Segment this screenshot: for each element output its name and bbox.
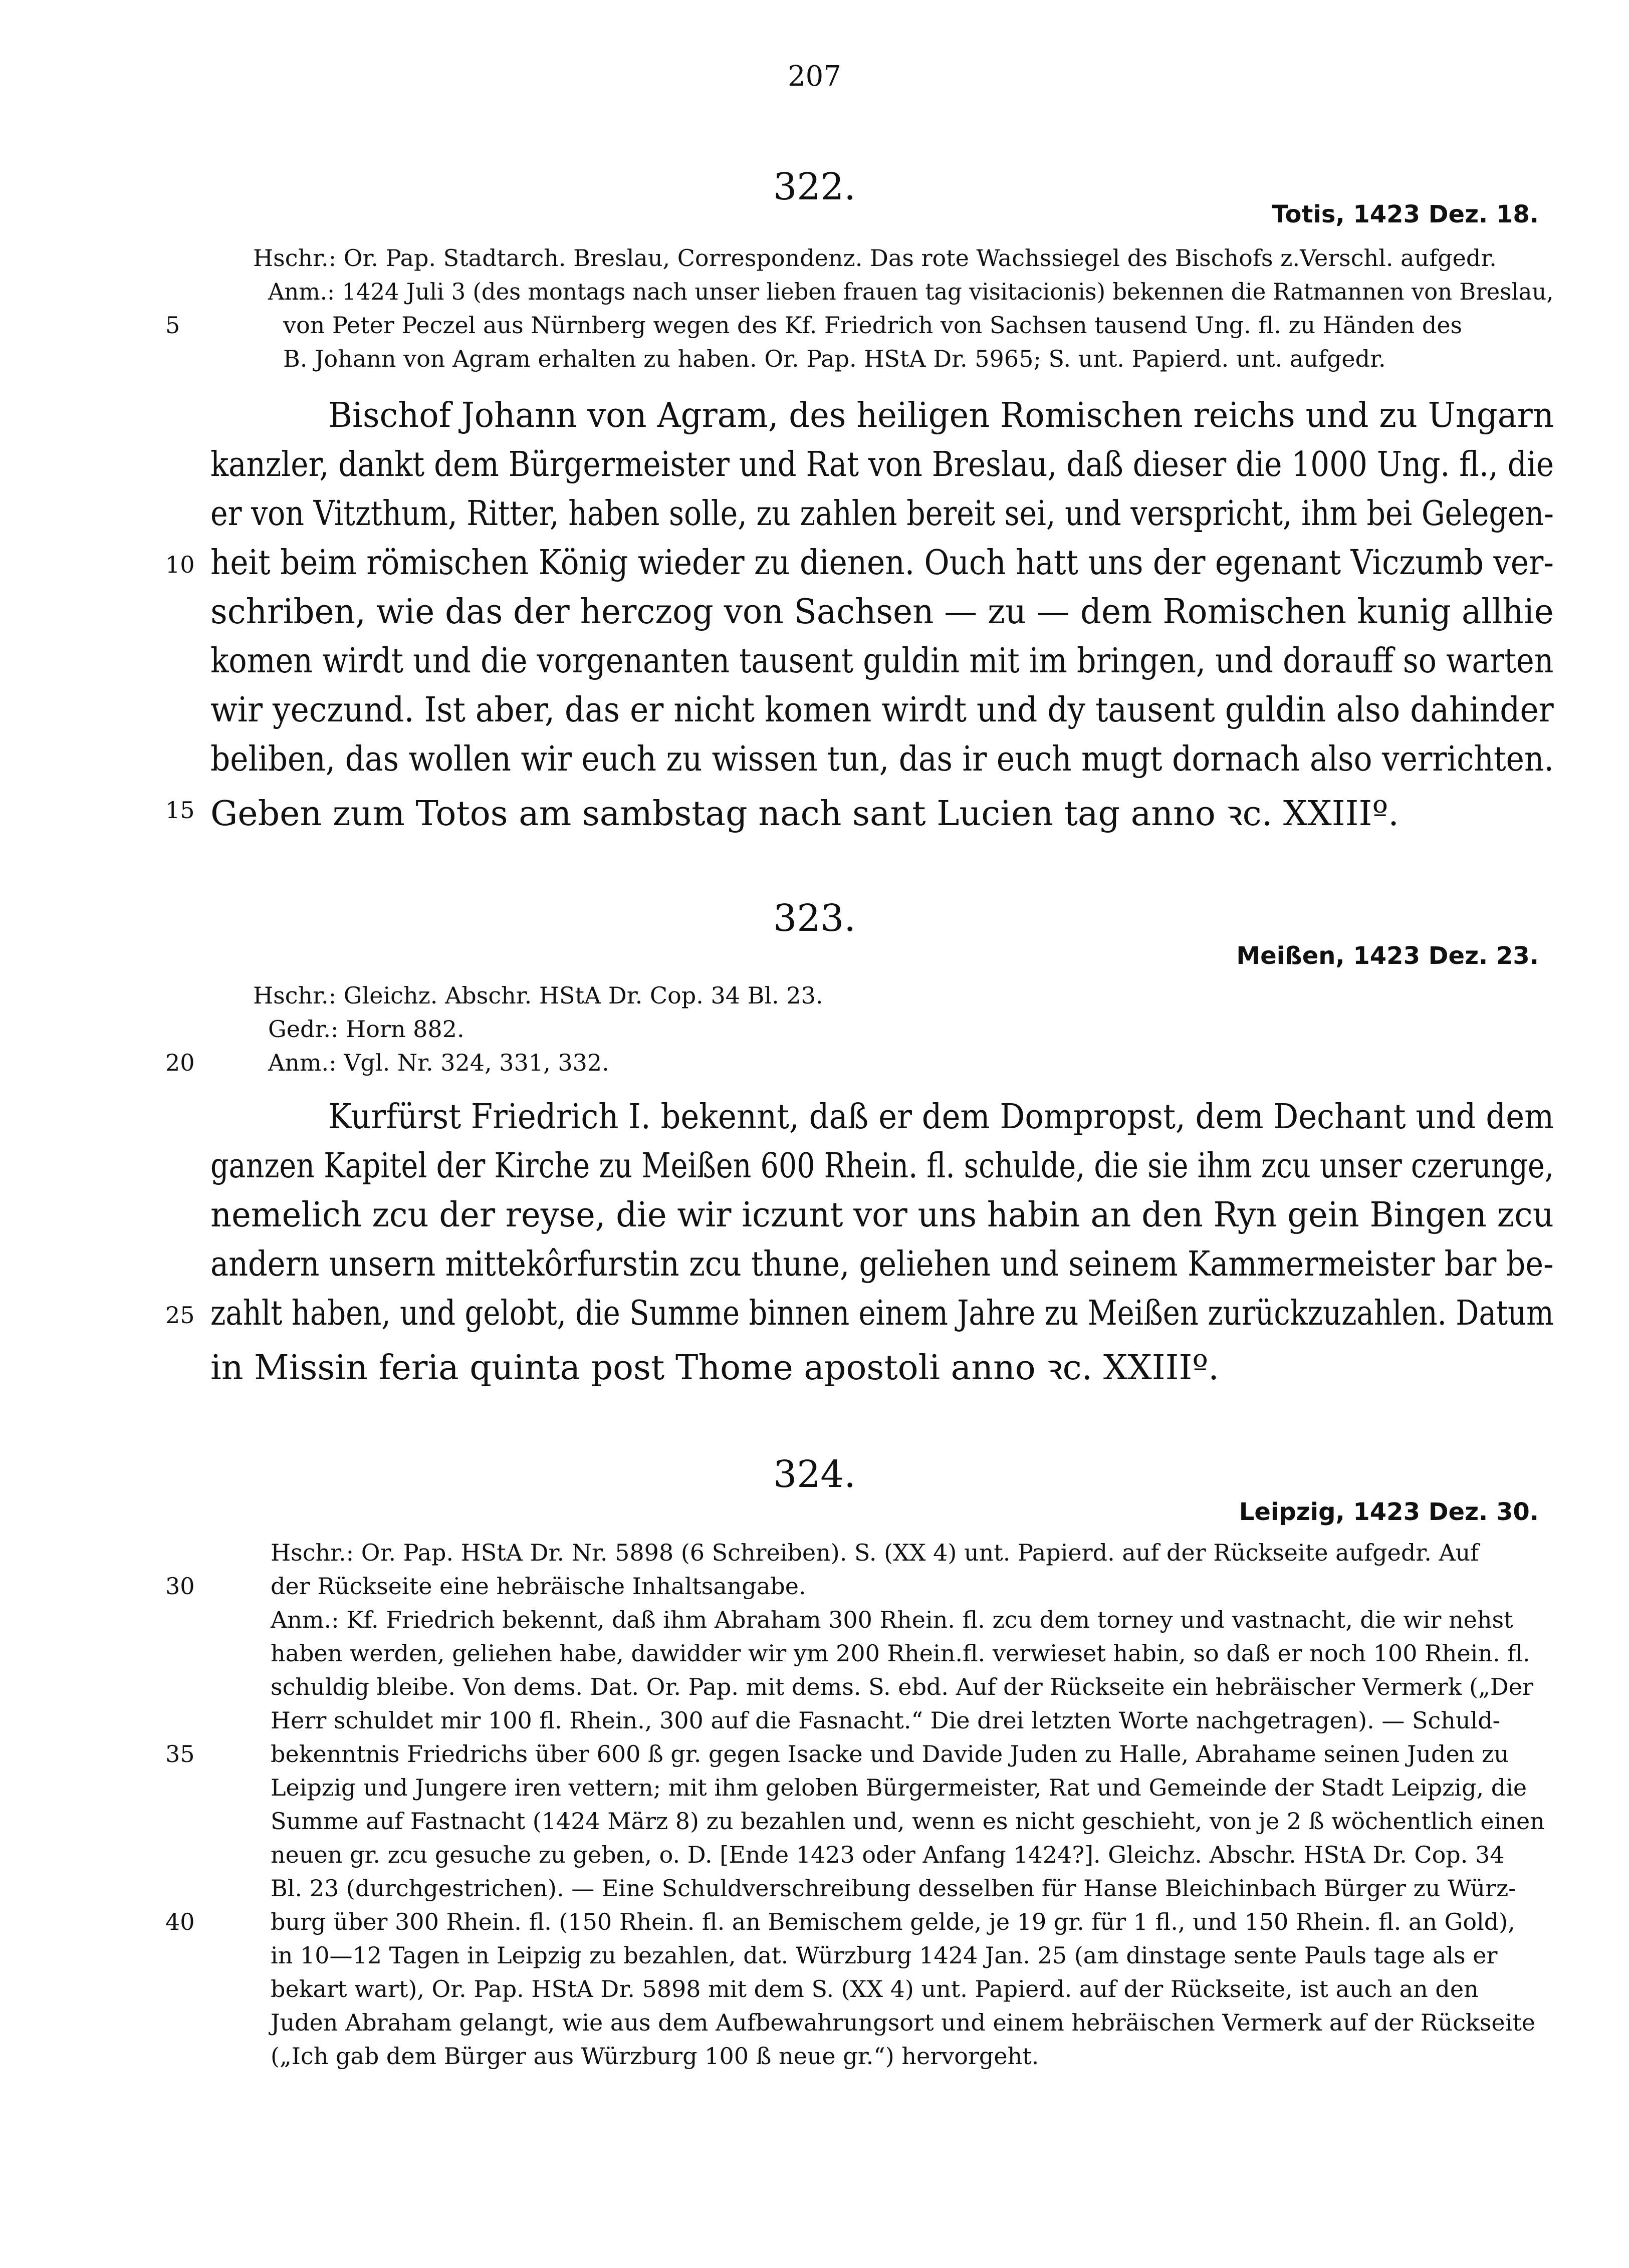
note-line: Juden Abraham gelangt, wie aus dem Aufbewahrungsort und einem hebräischen Vermerk auf der Rückseite [271,2009,1536,2036]
document-number-324: 324. [773,1453,856,1496]
place-date-323: Meißen, 1423 Dez. 23. [1236,942,1539,970]
note-line: Summe auf Fastnacht (1424 März 8) zu bezahlen und, wenn es nicht geschieht, von je 2 ß wöchentlich einen [271,1808,1545,1835]
line-number: 35 [165,1740,195,1768]
note-line: Hschr.: Or. Pap. Stadtarch. Breslau, Correspondenz. Das rote Wachssiegel des Bischofs z.Verschl. aufgedr. [253,244,1497,272]
body-line: kanzler, dankt dem Bürgermeister und Rat von Breslau, daß dieser die 1000 Ung. fl., die [210,445,1554,484]
body-line: er von Vitzthum, Ritter, haben solle, zu zahlen bereit sei, und verspricht, ihm bei Gelegen- [210,494,1554,534]
line-number: 30 [165,1573,195,1600]
body-line: heit beim römischen König wieder zu dienen. Ouch hatt uns der egenant Viczumb ver- [210,543,1554,583]
body-line: Geben zum Totos am sambstag nach sant Lucien tag anno ꝛc. XXIIIº. [210,794,1399,834]
note-line: Leipzig und Jungere iren vettern; mit ihm geloben Bürgermeister, Rat und Gemeinde der Stadt Leipzig, die [271,1774,1527,1801]
body-line: andern unsern mittekôrfurstin zcu thune, geliehen und seinem Kammermeister bar be- [210,1244,1554,1284]
body-line: ganzen Kapitel der Kirche zu Meißen 600 Rhein. fl. schulde, die sie ihm zcu unser czerunge, [210,1146,1554,1186]
place-date-324: Leipzig, 1423 Dez. 30. [1239,1498,1539,1526]
note-line: burg über 300 Rhein. fl. (150 Rhein. fl. an Bemischem gelde, je 19 gr. für 1 fl., und 150 Rhein. fl. an Gold), [271,1908,1515,1935]
note-line: Gedr.: Horn 882. [268,1016,464,1043]
line-number: 10 [165,551,195,578]
body-line: nemelich zcu der reyse, die wir iczunt vor uns habin an den Ryn gein Bingen zcu [210,1195,1554,1235]
note-line: in 10—12 Tagen in Leipzig zu bezahlen, dat. Würzburg 1424 Jan. 25 (am dinstage sente Pauls tage als er [271,1942,1498,1969]
note-line: von Peter Peczel aus Nürnberg wegen des Kf. Friedrich von Sachsen tausend Ung. fl. zu Händen des [283,312,1463,339]
page-number: 207 [788,60,841,93]
body-line: zahlt haben, und gelobt, die Summe binnen einem Jahre zu Meißen zurückzuzahlen. Datum [210,1294,1554,1333]
note-line: B. Johann von Agram erhalten zu haben. Or. Pap. HStA Dr. 5965; S. unt. Papierd. unt. aufgedr. [283,345,1386,372]
note-line: Anm.: Vgl. Nr. 324, 331, 332. [268,1049,609,1076]
note-line: („Ich gab dem Bürger aus Würzburg 100 ß neue gr.“) hervorgeht. [271,2043,1039,2070]
note-line: Anm.: Kf. Friedrich bekennt, daß ihm Abraham 300 Rhein. fl. zcu dem torney und vastnacht, die wir nehst [271,1606,1513,1633]
note-line: bekenntnis Friedrichs über 600 ß gr. gegen Isacke und Davide Juden zu Halle, Abrahame seinen Juden zu [271,1740,1509,1768]
body-line: in Missin feria quinta post Thome apostoli anno ꝛc. XXIIIº. [210,1348,1219,1388]
note-line: Hschr.: Gleichz. Abschr. HStA Dr. Cop. 34 Bl. 23. [253,982,823,1009]
line-number: 25 [165,1302,195,1329]
line-number: 5 [165,312,180,339]
note-line: Hschr.: Or. Pap. HStA Dr. Nr. 5898 (6 Schreiben). S. (XX 4) unt. Papierd. auf der Rückseite aufgedr. Auf [271,1539,1479,1566]
document-number-323: 323. [773,897,856,940]
body-line: schriben, wie das der herczog von Sachsen — zu — dem Romischen kunig allhie [210,592,1554,632]
note-line: neuen gr. zcu gesuche zu geben, o. D. [Ende 1423 oder Anfang 1424?]. Gleichz. Abschr. HStA Dr. Cop. 34 [271,1841,1505,1868]
line-number: 20 [165,1049,195,1076]
body-line: komen wirdt und die vorgenanten tausent guldin mit im bringen, und dorauff so warten [210,641,1554,681]
note-line: der Rückseite eine hebräische Inhaltsangabe. [271,1573,806,1600]
note-line: Bl. 23 (durchgestrichen). — Eine Schuldverschreibung desselben für Hanse Bleichinbach Bürger zu Würz- [271,1875,1516,1902]
place-date-322: Totis, 1423 Dez. 18. [1272,200,1539,228]
body-line: Bischof Johann von Agram, des heiligen Romischen reichs und zu Ungarn [328,396,1554,435]
body-line: beliben, das wollen wir euch zu wissen tun, das ir euch mugt dornach also verrichten. [210,739,1554,779]
line-number: 15 [165,797,195,824]
note-line: Herr schuldet mir 100 fl. Rhein., 300 auf die Fasnacht.“ Die drei letzten Worte nachgetragen). — Schuld- [271,1707,1501,1734]
line-number: 40 [165,1908,195,1935]
note-line: Anm.: 1424 Juli 3 (des montags nach unser lieben frauen tag visitacionis) bekennen die Ratmannen von Breslau, [268,278,1554,305]
note-line: haben werden, geliehen habe, dawidder wir ym 200 Rhein.fl. verwieset habin, so daß er noch 100 Rhein. fl. [271,1640,1530,1667]
document-number-322: 322. [773,165,856,208]
note-line: bekart wart), Or. Pap. HStA Dr. 5898 mit dem S. (XX 4) unt. Papierd. auf der Rückseite, ist auch an den [271,1975,1479,2002]
body-line: Kurfürst Friedrich I. bekennt, daß er dem Dompropst, dem Dechant und dem [328,1097,1554,1137]
body-line: wir yeczund. Ist aber, das er nicht komen wirdt und dy tausent guldin also dahinder [210,690,1554,730]
note-line: schuldig bleibe. Von dems. Dat. Or. Pap. mit dems. S. ebd. Auf der Rückseite ein hebräischer Vermerk („Der [271,1673,1534,1700]
